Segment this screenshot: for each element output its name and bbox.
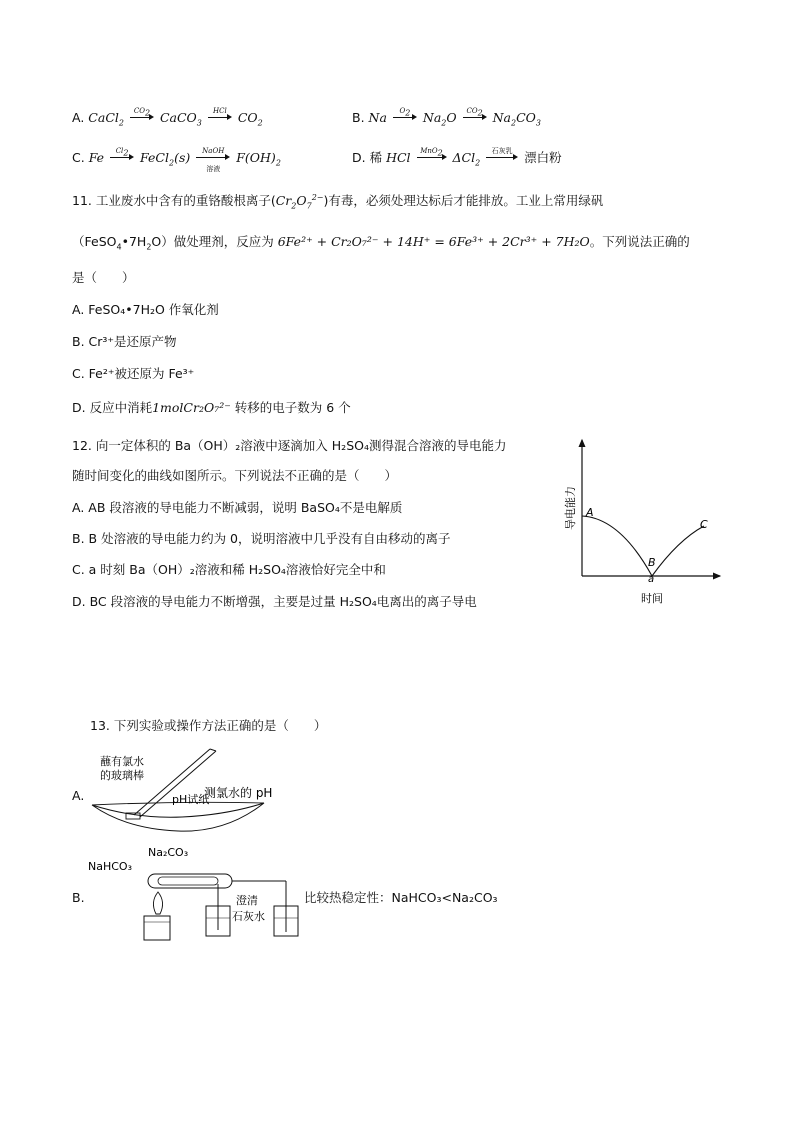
q12-option-c: C. a 时刻 Ba（OH）₂溶液和稀 H₂SO₄溶液恰好完全中和	[72, 562, 386, 577]
q11-option-a: A. FeSO₄•7H₂O 作氧化剂	[72, 302, 219, 317]
q11-stem-line2: $(FeSO_4•7H_2O)$做处理剂，反应为 6Fe²⁺ + Cr₂O₇²⁻ + 14H⁺ = 6Fe³⁺ + 2Cr³⁺ + 7H₂O。下列说法正确的	[72, 234, 690, 252]
point-c-label: C	[700, 518, 708, 531]
watch-glass	[92, 803, 264, 831]
q10-option-b: B. Na $O_2$ $Na_2O$ $CO_2$ $Na_2CO_3$	[352, 107, 541, 128]
point-b-label: B	[648, 556, 656, 569]
reaction-arrow: MnO$_2$	[417, 151, 447, 163]
q12-option-d: D. BC 段溶液的导电能力不断增强，主要是过量 H₂SO₄电离出的离子导电	[72, 594, 477, 609]
caption-a: 测氯水的 pH	[204, 786, 273, 800]
reaction-arrow: $O_2$	[393, 111, 417, 123]
q11-stem-line1: 11. 工业废水中含有的重铬酸根离子$(Cr_2O_7^{2-})$有毒，必须处理达标后才能排放。工业上常用绿矾	[72, 192, 604, 211]
flame	[153, 892, 162, 914]
rod-label-2: 的玻璃棒	[100, 769, 144, 782]
q11-option-c: C. Fe²⁺被还原为 Fe³⁺	[72, 366, 195, 381]
reaction-arrow: NaOH 溶液	[196, 151, 230, 163]
na2co3-label: Na₂CO₃	[148, 846, 189, 859]
reaction-arrow: $Cl_2$	[110, 151, 134, 163]
conductivity-curve	[582, 516, 704, 576]
reaction-equation: 6Fe²⁺ + Cr₂O₇²⁻ + 14H⁺ = 6Fe³⁺ + 2Cr³⁺ + 7H₂O	[277, 234, 590, 249]
q10-option-c: C. Fe $Cl_2$ FeCl$_2$(s) NaOH 溶液 $F(OH)_2$	[72, 147, 281, 173]
inner-test-tube	[158, 877, 218, 885]
point-a-label: A	[586, 506, 594, 519]
nahco3-label: NaHCO₃	[88, 860, 132, 873]
q12-option-a: A. AB 段溶液的导电能力不断减弱，说明 BaSO₄不是电解质	[72, 500, 403, 515]
q13-stem: 13. 下列实验或操作方法正确的是（ ）	[90, 718, 327, 733]
x-axis-label: 时间	[641, 592, 663, 605]
q11-option-d: D. 反应中消耗1molCr₂O₇²⁻ 转移的电子数为 6 个	[72, 400, 351, 415]
reaction-arrow: 石灰乳	[486, 151, 518, 163]
burner	[144, 916, 170, 940]
thermal-stability-apparatus	[86, 840, 316, 950]
q11-stem-line3: 是（ ）	[72, 270, 135, 285]
y-axis-label: 导电能力	[564, 486, 577, 530]
q13-option-b-caption: 比较热稳定性：NaHCO₃<Na₂CO₃	[304, 890, 498, 905]
q13-option-a-label: A.	[72, 788, 85, 803]
ph-test-figure	[86, 745, 286, 835]
limewater-label-2: 石灰水	[232, 910, 265, 923]
conductivity-graph	[560, 430, 740, 610]
reaction-arrow: HCl	[208, 111, 232, 123]
rod-label: 蘸有氯水	[100, 755, 144, 768]
reaction-arrow: $CO_2$	[130, 111, 154, 123]
q12-option-b: B. B 处溶液的导电能力约为 0，说明溶液中几乎没有自由移动的离子	[72, 531, 451, 546]
limewater-label: 澄清	[236, 894, 258, 907]
q10-option-a: A. CaCl$_2$ $CO_2$ CaCO$_3$ HCl $CO_2$	[72, 107, 263, 128]
reaction-arrow: $CO_2$	[463, 111, 487, 123]
outer-test-tube	[148, 874, 232, 888]
q10-option-d: D. 稀 HCl MnO$_2$ ΔCl$_2$ 石灰乳 漂白粉	[352, 147, 562, 168]
time-a-label: a	[648, 574, 655, 585]
ph-paper-label: pH试纸	[172, 793, 210, 806]
q12-stem-line1: 12. 向一定体积的 Ba（OH）₂溶液中逐滴加入 H₂SO₄测得混合溶液的导电能力	[72, 438, 507, 453]
q12-stem-line2: 随时间变化的曲线如图所示。下列说法不正确的是（ ）	[72, 468, 398, 483]
q11-option-b: B. Cr³⁺是还原产物	[72, 334, 177, 349]
q13-option-b-label: B.	[72, 890, 85, 905]
